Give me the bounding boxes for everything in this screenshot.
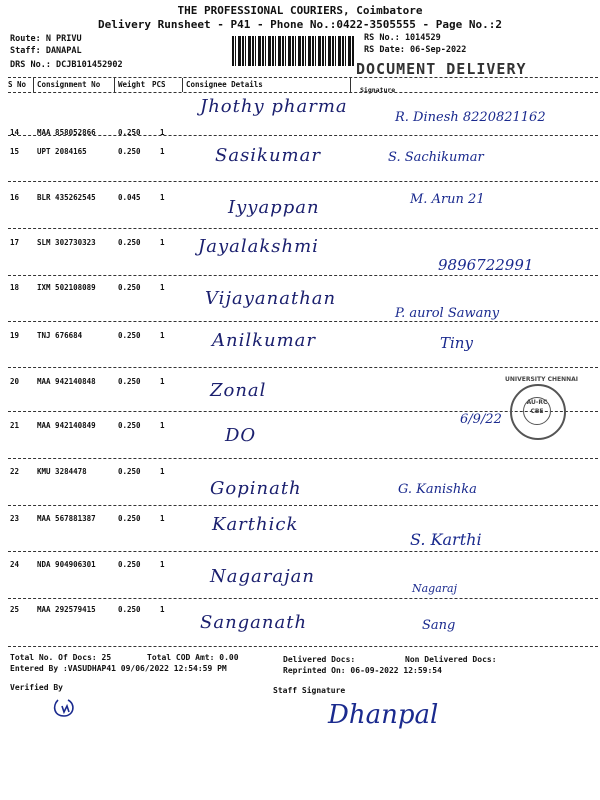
verifier-initial-icon	[50, 692, 80, 722]
receiver-signature: 9896722991	[438, 256, 534, 274]
row-weight: 0.250	[118, 560, 141, 569]
row-divider	[8, 321, 598, 322]
seal-ring-text: UNIVERSITY CHENNAI	[505, 376, 579, 383]
verified-by-label: Verified By	[10, 683, 63, 692]
non-delivered-docs: Non Delivered Docs:	[405, 655, 497, 664]
row-sno: 24	[10, 560, 20, 569]
row-consignment: MAA 567881387	[37, 514, 96, 523]
row-pcs: 1	[160, 467, 165, 476]
col-consignee: Consignee Details	[186, 80, 263, 89]
row-weight: 0.250	[118, 467, 141, 476]
row-weight: 0.250	[118, 147, 141, 156]
total-cod: Total COD Amt: 0.00	[147, 653, 239, 662]
row-pcs: 1	[160, 377, 165, 386]
col-divider	[33, 78, 34, 92]
seal-text: AU-RC CBE	[526, 399, 548, 415]
receiver-signature: G. Kanishka	[398, 482, 477, 497]
receiver-signature: Sang	[422, 618, 456, 633]
row-weight: 0.250	[118, 377, 141, 386]
delivered-docs: Delivered Docs:	[283, 655, 356, 664]
receiver-signature: S. Karthi	[410, 530, 482, 549]
row-consignment: IXM 502108089	[37, 283, 96, 292]
consignee-name: Sasikumar	[215, 145, 321, 166]
row-consignment: MAA 942140849	[37, 421, 96, 430]
header-top-rule	[8, 77, 598, 78]
rs-date: RS Date: 06-Sep-2022	[364, 45, 467, 55]
row-divider	[8, 367, 598, 368]
runsheet-subtitle: Delivery Runsheet - P41 - Phone No.:0422-3505555 - Page No.:2	[98, 18, 502, 31]
consignee-name: Anilkumar	[212, 330, 317, 351]
row-sno: 17	[10, 238, 20, 247]
row-consignment: BLR 435262545	[37, 193, 96, 202]
row-consignment: SLM 302730323	[37, 238, 96, 247]
staff-label: Staff: DANAPAL	[10, 46, 82, 56]
staff-signature-scrawl: Dhanpal	[328, 700, 439, 730]
consignee-name: Jayalakshmi	[198, 236, 319, 257]
header-bottom-rule	[8, 92, 598, 93]
receiver-signature: P. aurol Sawany	[395, 306, 500, 321]
drs-number: DRS No.: DCJB101452902	[10, 60, 123, 70]
row-sno: 14	[10, 128, 20, 137]
university-seal	[510, 384, 566, 440]
row-sno: 25	[10, 605, 20, 614]
receiver-signature: 6/9/22	[460, 412, 502, 427]
row-pcs: 1	[160, 331, 165, 340]
row-consignment: MAA 858052866	[37, 128, 96, 137]
row-weight: 0.250	[118, 238, 141, 247]
row-weight: 0.250	[118, 128, 141, 137]
row-divider	[8, 228, 598, 229]
consignee-name: Gopinath	[210, 478, 302, 499]
row-sno: 18	[10, 283, 20, 292]
consignee-name: Jhothy pharma	[200, 96, 348, 117]
row-pcs: 1	[160, 421, 165, 430]
row-divider	[8, 551, 598, 552]
col-consignment: Consignment No	[37, 80, 101, 89]
row-sno: 22	[10, 467, 20, 476]
row-divider	[8, 275, 598, 276]
row-sno: 20	[10, 377, 20, 386]
document-delivery-stamp: DOCUMENT DELIVERY	[356, 60, 527, 78]
receiver-signature: Tiny	[440, 334, 473, 352]
row-divider	[8, 181, 598, 182]
row-weight: 0.045	[118, 193, 141, 202]
consignee-name: Sanganath	[200, 612, 308, 633]
row-sno: 19	[10, 331, 20, 340]
company-title: THE PROFESSIONAL COURIERS, Coimbatore	[177, 4, 423, 17]
row-divider	[8, 458, 598, 459]
total-docs: Total No. Of Docs: 25	[10, 653, 112, 662]
col-divider	[350, 78, 351, 92]
consignee-name: Iyyappan	[228, 197, 320, 218]
row-consignment: NDA 904906301	[37, 560, 96, 569]
row-consignment: TNJ 676684	[37, 331, 83, 340]
row-pcs: 1	[160, 193, 165, 202]
col-sno: S No	[8, 80, 27, 89]
row-sno: 15	[10, 147, 20, 156]
row-weight: 0.250	[118, 421, 141, 430]
consignee-name: DO	[225, 425, 257, 446]
barcode	[232, 36, 354, 66]
col-signature: Signature	[360, 86, 396, 94]
seal-center	[523, 397, 551, 425]
row-divider	[8, 646, 598, 647]
consignee-name: Vijayanathan	[205, 288, 337, 309]
consignee-name: Zonal	[210, 380, 267, 401]
row-sno: 23	[10, 514, 20, 523]
receiver-signature: M. Arun 21	[410, 192, 485, 207]
row-consignment: MAA 292579415	[37, 605, 96, 614]
row-consignment: MAA 942140848	[37, 377, 96, 386]
row-sno: 21	[10, 421, 20, 430]
row-consignment: UPT 2084165	[37, 147, 87, 156]
row-divider	[8, 598, 598, 599]
staff-signature-label: Staff Signature	[273, 686, 346, 695]
row-weight: 0.250	[118, 514, 141, 523]
row-pcs: 1	[160, 283, 165, 292]
row-pcs: 1	[160, 605, 165, 614]
row-weight: 0.250	[118, 331, 141, 340]
col-pcs: PCS	[152, 80, 166, 89]
row-pcs: 1	[160, 514, 165, 523]
consignee-name: Karthick	[212, 514, 299, 535]
col-divider	[182, 78, 183, 92]
row-divider	[8, 135, 598, 136]
row-consignment: KMU 3284478	[37, 467, 87, 476]
col-divider	[114, 78, 115, 92]
consignee-name: Nagarajan	[210, 566, 315, 587]
entered-by: Entered By :VASUDHAP41 09/06/2022 12:54:59 PM	[10, 664, 227, 673]
rs-number: RS No.: 1014529	[364, 33, 441, 43]
row-weight: 0.250	[118, 283, 141, 292]
col-weight: Weight	[118, 80, 146, 89]
row-weight: 0.250	[118, 605, 141, 614]
receiver-signature: S. Sachikumar	[388, 150, 484, 165]
route-label: Route: N PRIVU	[10, 34, 82, 44]
receiver-signature: R. Dinesh 8220821162	[395, 110, 546, 125]
row-pcs: 1	[160, 238, 165, 247]
row-pcs: 1	[160, 560, 165, 569]
receiver-signature: Nagaraj	[412, 582, 458, 595]
reprinted-on: Reprinted On: 06-09-2022 12:59:54	[283, 666, 442, 675]
row-sno: 16	[10, 193, 20, 202]
row-divider	[8, 505, 598, 506]
row-pcs: 1	[160, 128, 165, 137]
row-pcs: 1	[160, 147, 165, 156]
